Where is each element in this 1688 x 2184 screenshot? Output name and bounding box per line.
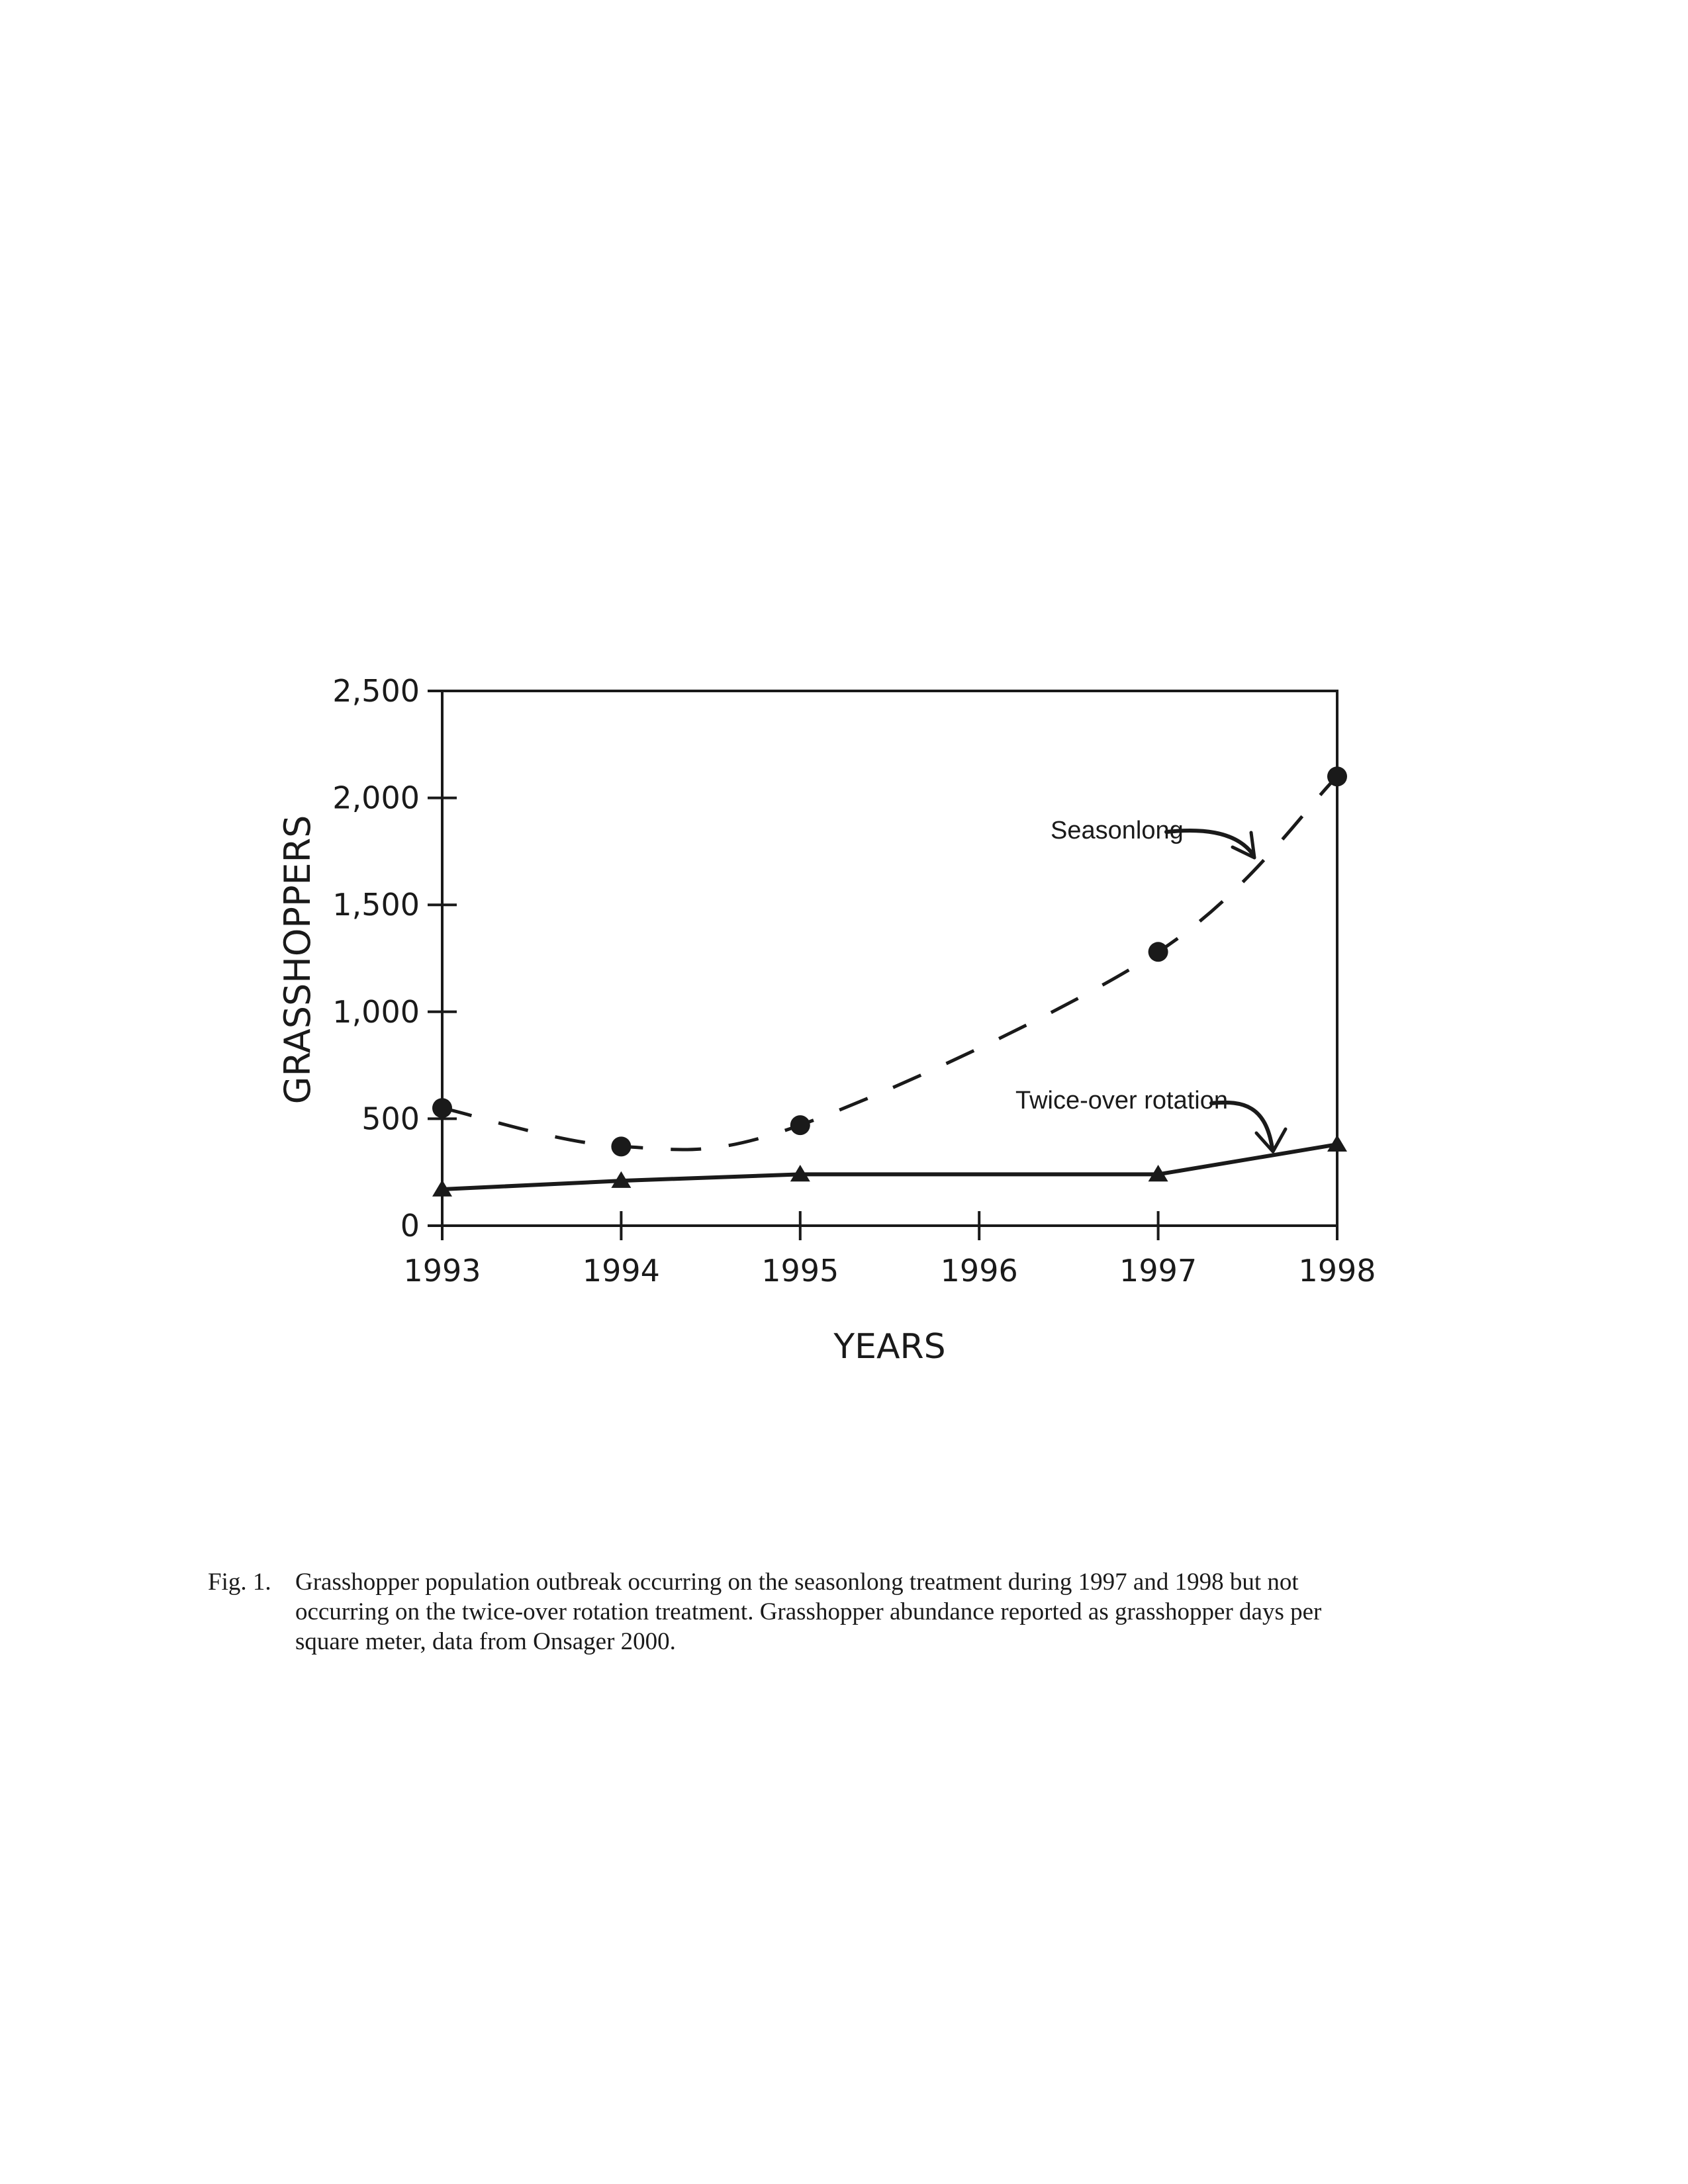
caption-text: Grasshopper population outbreak occurring on the seasonlong treatment during 1997 and 1998 but not occurring on the twice-over rotation treatment. Grasshopper abundance reported as grasshopper days per square meter, data from Onsager 2000. [295, 1569, 1322, 1655]
data-point-seasonlong [1327, 766, 1347, 786]
series-line-twice-over-rotation [442, 1144, 1337, 1189]
x-tick-label: 1997 [1119, 1253, 1197, 1289]
x-axis-ticks [403, 1211, 1376, 1289]
y-axis-title: GRASSHOPPERS [277, 815, 318, 1105]
x-tick-label: 1996 [940, 1253, 1018, 1289]
data-point-twice-over-rotation [1327, 1135, 1347, 1152]
plot-frame [442, 691, 1337, 1226]
y-tick-label: 2,500 [332, 673, 420, 709]
data-point-seasonlong [611, 1136, 631, 1156]
series-label-seasonlong: Seasonlong [1051, 817, 1184, 844]
y-tick-label: 0 [400, 1208, 420, 1244]
data-point-seasonlong [790, 1115, 810, 1135]
x-axis-title: YEARS [833, 1327, 946, 1367]
figure-caption [208, 1567, 1466, 1657]
series-label-twice-over: Twice-over rotation [1015, 1087, 1229, 1115]
y-tick-label: 500 [361, 1101, 420, 1137]
x-tick-label: 1994 [582, 1253, 660, 1289]
y-tick-label: 1,000 [332, 993, 420, 1030]
data-point-seasonlong [1149, 942, 1168, 962]
x-tick-label: 1998 [1298, 1253, 1376, 1289]
y-axis-ticks [332, 673, 457, 1244]
y-tick-label: 1,500 [332, 887, 420, 923]
x-tick-label: 1995 [761, 1253, 839, 1289]
x-tick-label: 1993 [403, 1253, 481, 1289]
caption-label: Fig. 1. [208, 1569, 271, 1596]
data-point-seasonlong [432, 1098, 452, 1118]
y-tick-label: 2,000 [332, 780, 420, 816]
